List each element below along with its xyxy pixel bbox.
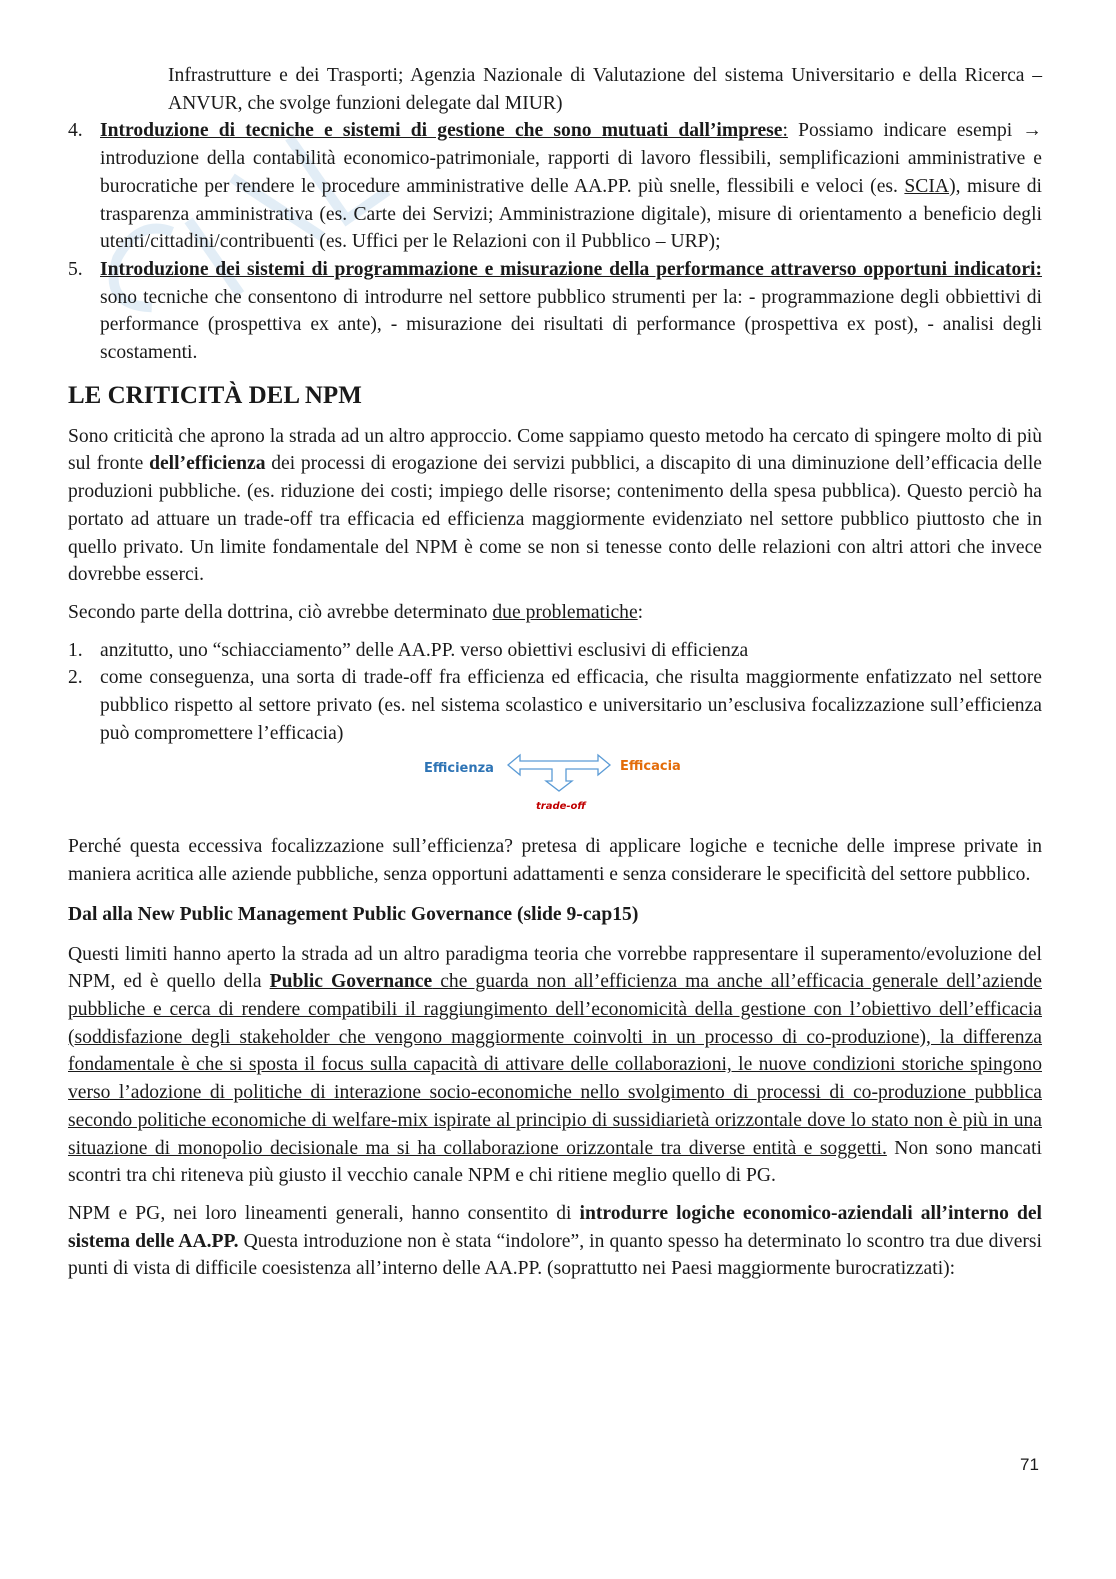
paragraph-perche: Perché questa eccessiva focalizzazione sull’efficienza? pretesa di applicare logiche e tecniche delle imprese private in maniera acritica alle aziende pubbliche, senza opportuni adattamenti e senza considerare le specificità del settore pubblico. (68, 836, 1042, 886)
diagram-label-efficacia: Efficacia (620, 759, 681, 775)
continued-line: Infrastrutture e dei Trasporti; Agenzia Nazionale di Valutazione del sistema Universitario e della Ricerca – ANVUR, che svolge funzioni delegate dal MIUR) (168, 65, 1042, 114)
item5-title: Introduzione dei sistemi di programmazione e misurazione della performance attraverso opportuni indicatori: (100, 258, 1042, 280)
double-arrow-icon (506, 753, 612, 793)
list-item-1: 1. anzitutto, uno “schiacciamento” delle AA.PP. verso obiettivi esclusivi di efficienza (68, 639, 749, 661)
page-number: 71 (1020, 1455, 1039, 1474)
item4-title: Introduzione di tecniche e sistemi di gestione che sono mutuati dall’imprese (100, 120, 783, 142)
diagram-label-efficienza: Efficienza (424, 761, 494, 777)
list-item-5: 5. Introduzione dei sistemi di programmazione e misurazione della performance attraverso opportuni indicatori: sono tecniche che consentono di introdurre nel settore pubblico strumenti per la: - programmazione degli obbiettivi di performance (prospettiva ex ante), - misurazione dei risultati di performance (prospettiva ex post), - analisi degli scostamenti. (68, 256, 1042, 367)
paragraph-dottrina: Secondo parte della dottrina, ciò avrebbe determinato due problematiche: (68, 601, 644, 623)
paragraph-criticita: Sono criticità che aprono la strada ad un altro approccio. Come sappiamo questo metodo ha cercato di spingere molto di più sul fronte dell’efficienza dei processi di erogazione dei servizi pubblici, a discapito di una diminuzione dell’efficacia delle produzioni pubbliche. (es. riduzione dei costi; impiego delle risorse; contenimento della spesa pubblica). Questo perciò ha portato ad attuare un trade-off tra efficacia ed efficienza maggiormente evidenziato nel settore pubblico piuttosto che in quello privato. Un limite fondamentale del NPM è come se non si tenesse conto delle relazioni con altri attori che invece dovrebbe esserci. (68, 425, 1043, 586)
scia-link: SCIA (904, 175, 950, 197)
diagram-label-tradeoff: trade-off (536, 801, 586, 813)
section-heading: LE CRITICITÀ DEL NPM (68, 381, 362, 409)
paragraph-public-governance: Questi limiti hanno aperto la strada ad un altro paradigma teoria che vorrebbe rappresentare il superamento/evoluzione del NPM, ed è quello della Public Governance che guarda non all’efficienza ma anche all’efficacia generale dell’aziende pubbliche e cerca di rendere compatibili il raggiungimento dell’economicità della gestione con l’obiettivo dell’efficacia (soddisfazione degli stakeholder che vengono maggiormente coinvolti in un processo di co-produzione), la differenza fondamentale è che si sposta il focus sulla capacità di attivare delle collaborazioni, le nuove condizioni storiche spingono verso l’adozione di politiche di interazione socio-economiche nello svolgimento di processi di co-produzione pubblica secondo politiche economiche di welfare-mix ispirate al principio di sussidiarietà orizzontale dove lo stato non è più in una situazione di monopolio decisionale ma si ha collaborazione orizzontale tra diverse entità e soggetti. Non sono mancati scontri tra chi riteneva più giusto il vecchio canale NPM e chi ritiene meglio quello di PG. (68, 943, 1042, 1187)
right-arrow-icon: → (1022, 120, 1043, 142)
list-item-4: 4. Introduzione di tecniche e sistemi di gestione che sono mutuati dall’imprese: Possiamo indicare esempi → introduzione della contabilità economico-patrimoniale, rapporti di lavoro flessibili, semplificazioni amministrative e burocratiche per rendere le procedure amministrative delle AA.PP. più snelle, flessibili e veloci (es. SCIA), misure di trasparenza amministrativa (es. Carte dei Servizi; Amministrazione digitale), misure di orientamento a beneficio degli utenti/cittadini/contribuenti (es. Uffici per le Relazioni con il Pubblico – URP); (68, 117, 1042, 256)
numbered-list-problems (68, 637, 1042, 748)
subheading: Dal alla New Public Management Public Governance (slide 9-cap15) (68, 903, 639, 925)
list-item-2: 2. come conseguenza, una sorta di trade-off fra efficienza ed efficacia, che risulta maggiormente enfatizzato nel settore pubblico rispetto al settore privato (es. nel sistema scolastico e universitario un’esclusiva focalizzazione sull’efficienza può compromettere l’efficacia) (68, 667, 1042, 744)
list-number: 5. (68, 258, 83, 280)
list-number: 4. (68, 120, 83, 142)
numbered-list-main (68, 117, 1042, 366)
page-content (68, 62, 1042, 1293)
paragraph-npm-pg: NPM e PG, nei loro lineamenti generali, hanno consentito di introdurre logiche economico-aziendali all’interno del sistema delle AA.PP. Questa introduzione non è stata “indolore”, in quanto spesso ha determinato lo scontro tra due diversi punti di vista di difficile coesistenza all’interno delle AA.PP. (soprattutto nei Paesi maggiormente burocratizzati): (68, 1202, 1042, 1280)
tradeoff-diagram (68, 753, 1042, 819)
